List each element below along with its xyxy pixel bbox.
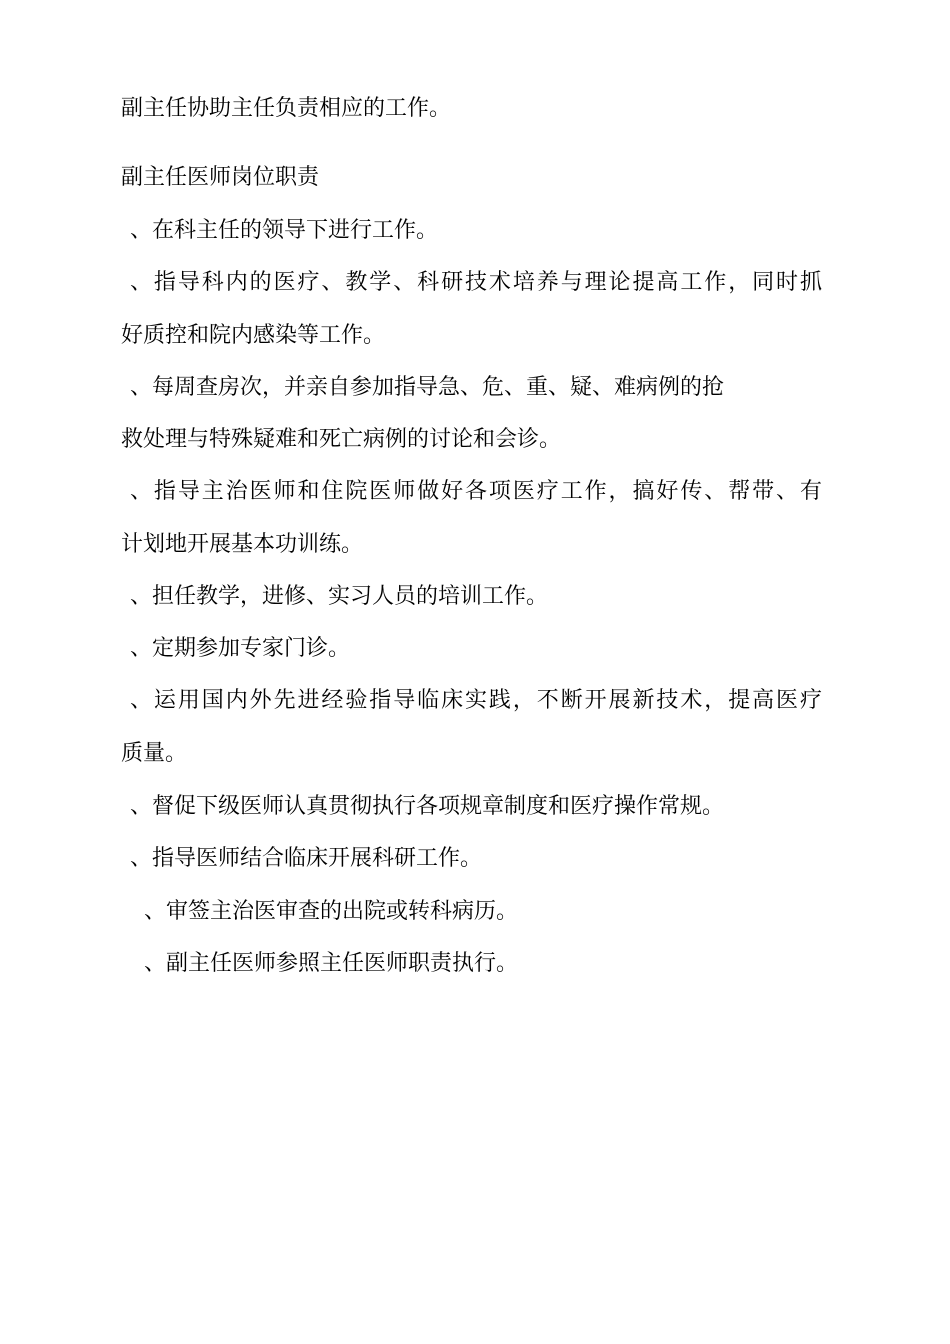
section-title: 副主任医师岗位职责 [121, 165, 320, 190]
duty-item-11: 、副主任医师参照主任医师职责执行。 [144, 951, 519, 976]
duty-item-3-line-2: 救处理与特殊疑难和死亡病例的讨论和会诊。 [121, 427, 562, 452]
duty-item-10: 、审签主治医审查的出院或转科病历。 [144, 899, 519, 924]
duty-item-4-line-2: 计划地开展基本功训练。 [121, 532, 364, 557]
duty-item-7-line-1: 、运用国内外先进经验指导临床实践，不断开展新技术，提高医疗 [130, 688, 822, 713]
duty-item-5: 、担任教学，进修、实习人员的培训工作。 [130, 584, 549, 609]
duty-item-1: 、在科主任的领导下进行工作。 [130, 218, 439, 243]
duty-item-3-line-1: 、每周查房次，并亲自参加指导急、危、重、疑、难病例的抢 [130, 375, 725, 400]
intro-paragraph: 副主任协助主任负责相应的工作。 [121, 96, 452, 121]
duty-item-2-line-2: 好质控和院内感染等工作。 [121, 323, 386, 348]
duty-item-7-line-2: 质量。 [121, 741, 188, 766]
duty-item-2-line-1: 、指导科内的医疗、教学、科研技术培养与理论提高工作，同时抓 [130, 270, 822, 295]
duty-item-4-line-1: 、指导主治医师和住院医师做好各项医疗工作，搞好传、帮带、有 [130, 479, 822, 504]
duty-item-9: 、指导医师结合临床开展科研工作。 [130, 846, 483, 871]
duty-item-8: 、督促下级医师认真贯彻执行各项规章制度和医疗操作常规。 [130, 794, 725, 819]
duty-item-6: 、定期参加专家门诊。 [130, 636, 351, 661]
